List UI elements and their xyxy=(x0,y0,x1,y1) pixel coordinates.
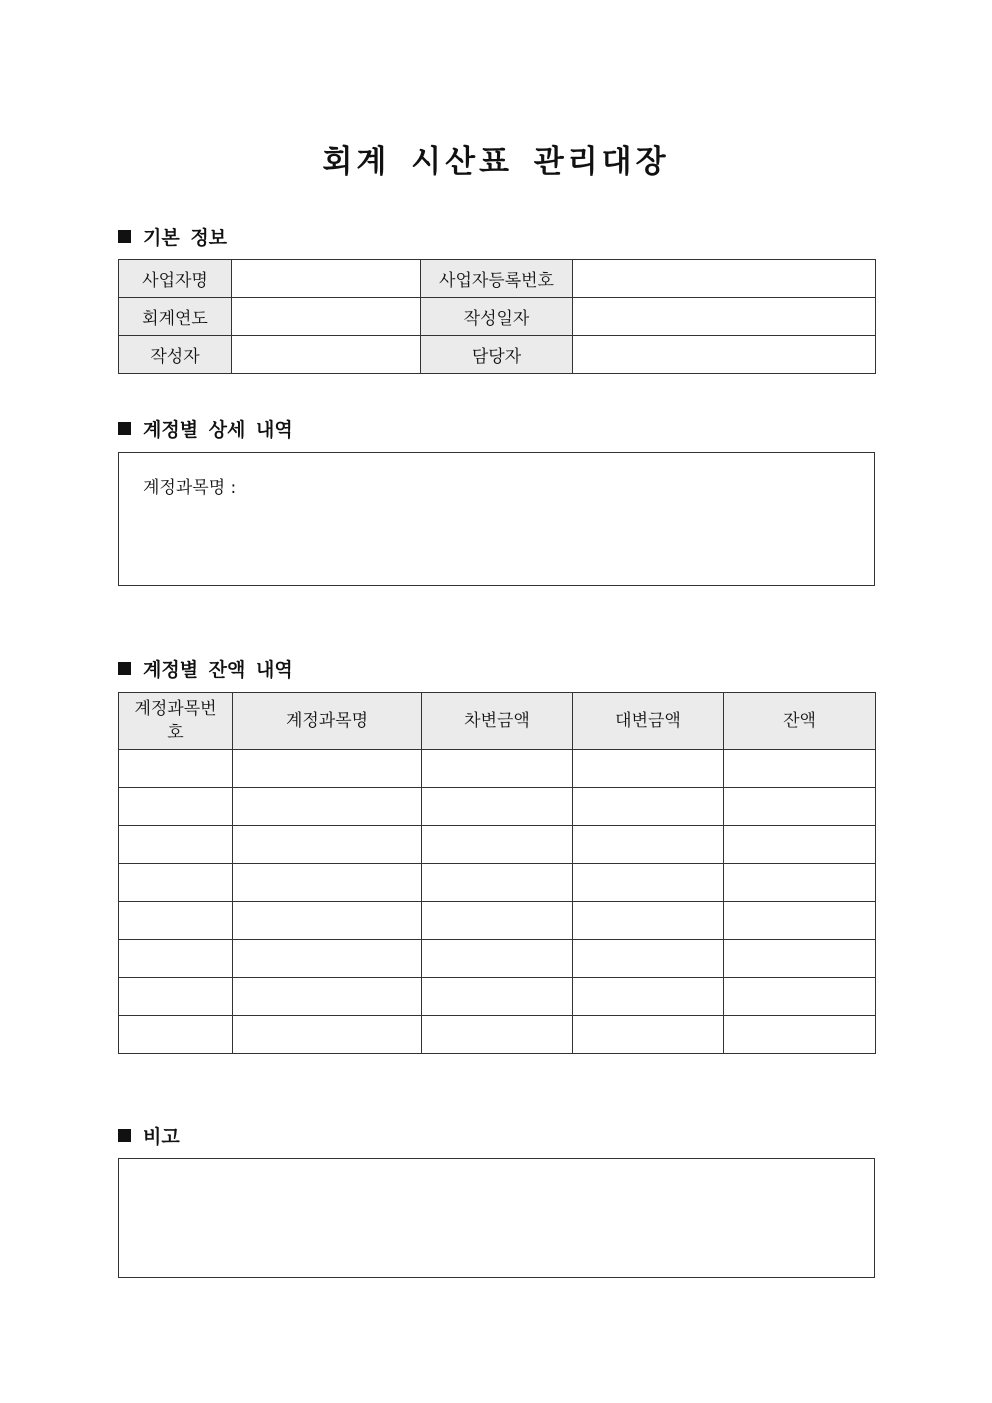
section-title: 기본 정보 xyxy=(143,227,228,249)
cell[interactable] xyxy=(573,940,724,978)
square-bullet-icon xyxy=(118,230,131,243)
table-row xyxy=(119,750,876,788)
basic-info-table xyxy=(118,259,876,374)
cell[interactable] xyxy=(422,826,573,864)
cell[interactable] xyxy=(233,940,422,978)
cell[interactable] xyxy=(233,750,422,788)
cell[interactable] xyxy=(119,940,233,978)
table-row xyxy=(119,788,876,826)
section-heading-remarks xyxy=(118,1122,180,1149)
cell[interactable] xyxy=(422,940,573,978)
fiscal-year-field[interactable] xyxy=(232,298,421,336)
cell[interactable] xyxy=(573,902,724,940)
cell[interactable] xyxy=(422,1016,573,1054)
table-header-row xyxy=(119,693,876,750)
cell[interactable] xyxy=(573,1016,724,1054)
cell[interactable] xyxy=(422,864,573,902)
cell[interactable] xyxy=(422,902,573,940)
business-reg-no-label: 사업자등록번호 xyxy=(421,260,573,298)
header-account-name: 계정과목명 xyxy=(233,693,422,750)
cell[interactable] xyxy=(233,788,422,826)
cell[interactable] xyxy=(119,826,233,864)
cell[interactable] xyxy=(233,826,422,864)
business-name-label: 사업자명 xyxy=(119,260,232,298)
cell[interactable] xyxy=(724,940,876,978)
section-heading-balance xyxy=(118,655,293,682)
person-in-charge-label: 담당자 xyxy=(421,336,573,374)
table-row xyxy=(119,336,876,374)
cell[interactable] xyxy=(724,864,876,902)
person-in-charge-field[interactable] xyxy=(573,336,876,374)
section-heading-basic xyxy=(118,223,227,250)
square-bullet-icon xyxy=(118,662,131,675)
account-name-label: 계정과목명 : xyxy=(143,478,237,498)
table-row xyxy=(119,864,876,902)
table-row xyxy=(119,978,876,1016)
table-row xyxy=(119,940,876,978)
page-title: 회계 시산표 관리대장 xyxy=(322,144,670,180)
square-bullet-icon xyxy=(118,1129,131,1142)
cell[interactable] xyxy=(422,750,573,788)
header-account-number: 계정과목번호 xyxy=(119,693,233,750)
cell[interactable] xyxy=(573,788,724,826)
cell[interactable] xyxy=(422,978,573,1016)
header-debit: 차변금액 xyxy=(422,693,573,750)
section-title: 계정별 잔액 내역 xyxy=(143,659,293,681)
cell[interactable] xyxy=(233,1016,422,1054)
table-row xyxy=(119,902,876,940)
cell[interactable] xyxy=(724,902,876,940)
business-reg-no-field[interactable] xyxy=(573,260,876,298)
cell[interactable] xyxy=(724,788,876,826)
header-credit: 대변금액 xyxy=(573,693,724,750)
cell[interactable] xyxy=(724,1016,876,1054)
cell[interactable] xyxy=(119,1016,233,1054)
cell[interactable] xyxy=(119,978,233,1016)
author-label: 작성자 xyxy=(119,336,232,374)
cell[interactable] xyxy=(724,978,876,1016)
header-balance: 잔액 xyxy=(724,693,876,750)
cell[interactable] xyxy=(233,864,422,902)
date-written-label: 작성일자 xyxy=(421,298,573,336)
section-title: 계정별 상세 내역 xyxy=(143,419,293,441)
cell[interactable] xyxy=(119,750,233,788)
date-written-field[interactable] xyxy=(573,298,876,336)
table-row xyxy=(119,298,876,336)
table-row xyxy=(119,1016,876,1054)
author-field[interactable] xyxy=(232,336,421,374)
detail-box[interactable] xyxy=(118,452,875,586)
cell[interactable] xyxy=(233,978,422,1016)
cell[interactable] xyxy=(233,902,422,940)
table-row xyxy=(119,260,876,298)
section-title: 비고 xyxy=(143,1126,180,1148)
cell[interactable] xyxy=(724,750,876,788)
balance-table xyxy=(118,692,876,1054)
cell[interactable] xyxy=(119,902,233,940)
cell[interactable] xyxy=(119,864,233,902)
fiscal-year-label: 회계연도 xyxy=(119,298,232,336)
table-row xyxy=(119,826,876,864)
cell[interactable] xyxy=(573,826,724,864)
section-heading-detail xyxy=(118,415,293,442)
cell[interactable] xyxy=(573,750,724,788)
cell[interactable] xyxy=(573,864,724,902)
cell[interactable] xyxy=(724,826,876,864)
cell[interactable] xyxy=(119,788,233,826)
business-name-field[interactable] xyxy=(232,260,421,298)
cell[interactable] xyxy=(573,978,724,1016)
square-bullet-icon xyxy=(118,422,131,435)
cell[interactable] xyxy=(422,788,573,826)
remarks-box[interactable] xyxy=(118,1158,875,1278)
